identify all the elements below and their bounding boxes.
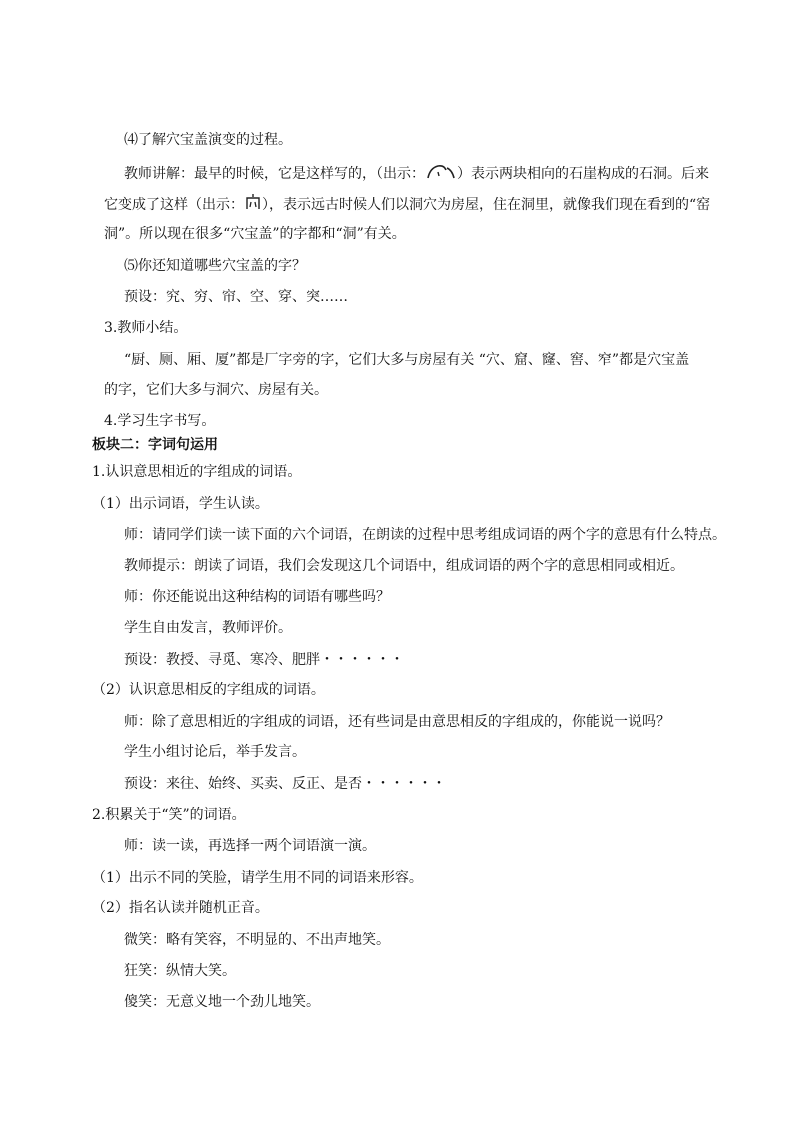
sub-1-title: （1）出示词语，学生认读。 <box>92 496 269 512</box>
teacher-question-3: 师：除了意思相近的字组成的词语，还有些词是由意思相反的字组成的，你能说一说吗？ <box>124 714 670 730</box>
smile-definition-1: 微笑：略有笑容，不明显的、不出声地笑。 <box>124 932 390 948</box>
smile-definition-2: 狂笑：纵情大笑。 <box>124 963 236 979</box>
teacher-summary-text-1: “厨、厕、厢、厦”都是厂字旁的字，它们大多与房屋有关 “穴、窟、窿、窖、窄”都是穴宝盖 <box>124 352 690 368</box>
teacher-explanation-part-b: ）表示两块相向的石崖构成的石洞。后来 <box>457 166 709 182</box>
teacher-summary-text-2: 的字，它们大多与洞穴、房屋有关。 <box>104 382 328 398</box>
preset-cave-radical-words: 预设：究、穷、帘、空、穿、突…… <box>124 289 348 305</box>
teacher-hint: 教师提示：朗读了词语，我们会发现这几个词语中，组成词语的两个字的意思相同或相近。 <box>124 558 684 574</box>
preset-opposite-words: 预设：来往、始终、买卖、反正、是否・・・・・・ <box>124 776 446 792</box>
teacher-explanation-line-1 <box>124 162 709 186</box>
block-2-heading: 板块二：字词句运用 <box>92 437 218 453</box>
item-1-title: 1.认识意思相近的字组成的词语。 <box>92 464 302 480</box>
sub-3-title: （1）出示不同的笑脸，请学生用不同的词语来形容。 <box>92 870 423 886</box>
preset-similar-words: 预设：教授、寻觅、寒冷、肥胖・・・・・・ <box>124 652 404 668</box>
teacher-explanation-line-2 <box>104 193 710 217</box>
item-2-title: 2.积累关于“笑”的词语。 <box>92 807 246 823</box>
sub-4-title: （2）指名认读并随机正音。 <box>92 900 269 916</box>
students-speak-2: 学生小组讨论后，举手发言。 <box>124 744 306 760</box>
learn-writing-title: 4.学习生字书写。 <box>104 413 216 429</box>
teacher-explanation-part-d: ），表示远古时候人们以洞穴为房屋，住在洞里，就像我们现在看到的“窑 <box>262 197 711 213</box>
teacher-summary-title: 3.教师小结。 <box>104 320 188 336</box>
section-4-title: ⑷了解穴宝盖演变的过程。 <box>124 132 292 148</box>
smile-definition-3: 傻笑：无意义地一个劲儿地笑。 <box>124 994 320 1010</box>
teacher-explanation-part-c: 它变成了这样（出示： <box>104 197 244 213</box>
teacher-instruction-1: 师：请同学们读一读下面的六个词语，在朗读的过程中思考组成词语的两个字的意思有什么特点。 <box>124 527 726 543</box>
ancient-cave-house-glyph-icon <box>245 193 261 217</box>
teacher-instruction-4: 师：读一读，再选择一两个词语演一演。 <box>124 838 376 854</box>
sub-2-title: （2）认识意思相反的字组成的词语。 <box>92 682 325 698</box>
students-speak-1: 学生自由发言，教师评价。 <box>124 620 292 636</box>
teacher-explanation-line-3: 洞”。所以现在很多“穴宝盖”的字都和“洞”有关。 <box>104 226 406 242</box>
cliff-cave-glyph-icon <box>426 162 456 186</box>
teacher-explanation-part-a: 教师讲解：最早的时候，它是这样写的，（出示： <box>124 166 425 182</box>
teacher-question-2: 师：你还能说出这种结构的词语有哪些吗？ <box>124 589 390 605</box>
section-5-title: ⑸你还知道哪些穴宝盖的字？ <box>124 258 306 274</box>
